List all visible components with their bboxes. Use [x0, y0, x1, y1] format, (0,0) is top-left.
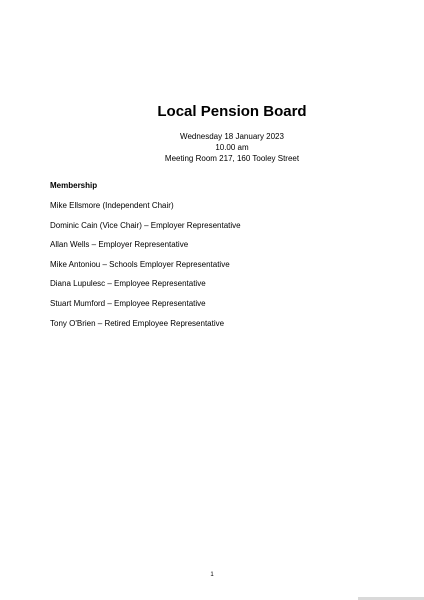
list-item: Tony O'Brien – Retired Employee Representative — [50, 318, 225, 328]
membership-list — [50, 201, 241, 338]
list-item: Stuart Mumford – Employee Representative — [50, 298, 206, 308]
meeting-venue: Meeting Room 217, 160 Tooley Street — [164, 154, 300, 163]
list-item: Mike Antoniou – Schools Employer Representative — [50, 259, 230, 269]
meeting-details — [0, 131, 424, 164]
list-item: Mike Ellsmore (Independent Chair) — [50, 201, 174, 210]
membership-heading: Membership — [50, 181, 98, 190]
list-item: Diana Lupulesc – Employee Representative — [50, 279, 206, 289]
page-number: 1 — [210, 572, 214, 578]
meeting-time: 10.00 am — [215, 143, 249, 152]
page-title: Local Pension Board — [157, 103, 307, 120]
meeting-date: Wednesday 18 January 2023 — [180, 132, 284, 141]
list-item: Allan Wells – Employer Representative — [50, 240, 189, 250]
list-item: Dominic Cain (Vice Chair) – Employer Representative — [50, 220, 241, 230]
